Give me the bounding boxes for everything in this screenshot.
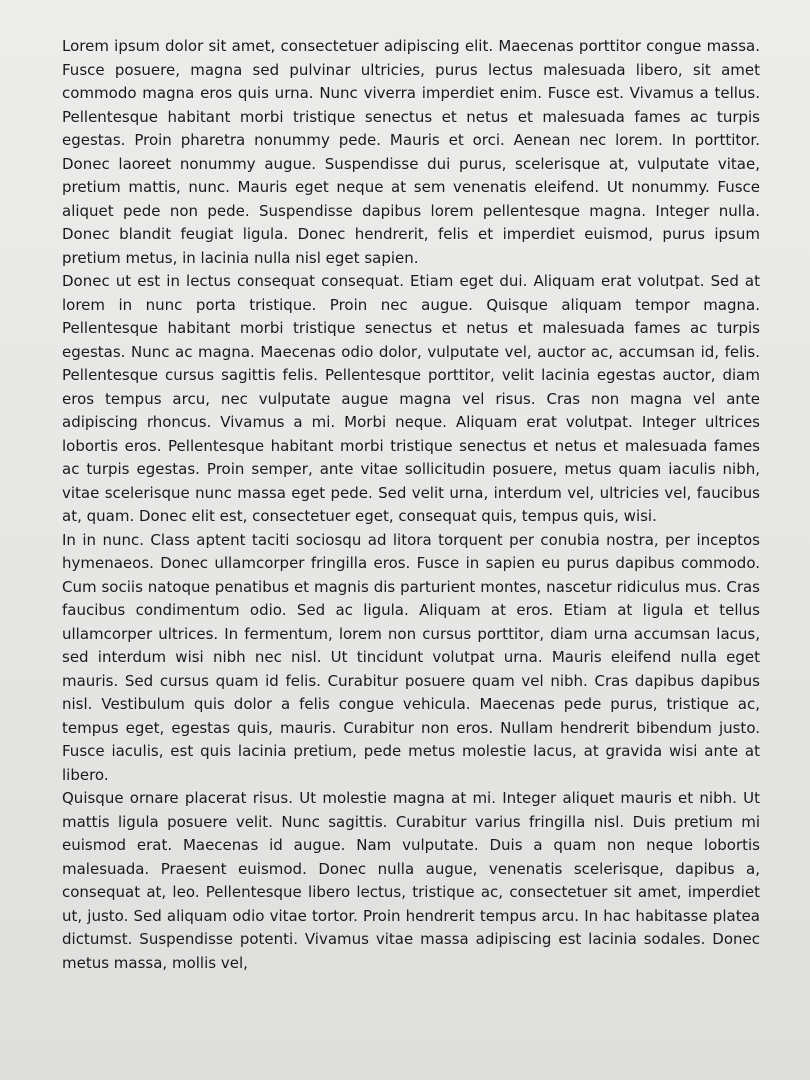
paragraph-2: Donec ut est in lectus consequat consequat. Etiam eget dui. Aliquam erat volutpat. Sed at lorem in nunc porta tristique. Proin nec augue. Quisque aliquam tempor magna. Pellentesque habitant morbi tristique senectus et netus et malesuada fames ac turpis egestas. Nunc ac magna. Maecenas odio dolor, vulputate vel, auctor ac, accumsan id, felis. Pellentesque cursus sagittis felis. Pellentesque porttitor, velit lacinia egestas auctor, diam eros tempus arcu, nec vulputate augue magna vel risus. Cras non magna vel ante adipiscing rhoncus. Vivamus a mi. Morbi neque. Aliquam erat volutpat. Integer ultrices lobortis eros. Pellentesque habitant morbi tristique senectus et netus et malesuada fames ac turpis egestas. Proin semper, ante vitae sollicitudin posuere, metus quam iaculis nibh, vitae scelerisque nunc massa eget pede. Sed velit urna, interdum vel, ultricies vel, faucibus at, quam. Donec elit est, consectetuer eget, consequat quis, tempus quis, wisi.: [62, 272, 760, 525]
paragraph-4: Quisque ornare placerat risus. Ut molestie magna at mi. Integer aliquet mauris et nibh. Ut mattis ligula posuere velit. Nunc sagittis. Curabitur varius fringilla nisl. Duis pretium mi euismod erat. Maecenas id augue. Nam vulputate. Duis a quam non neque lobortis malesuada. Praesent euismod. Donec nulla augue, venenatis scelerisque, dapibus a, consequat at, leo. Pellentesque libero lectus, tristique ac, consectetuer sit amet, imperdiet ut, justo. Sed aliquam odio vitae tortor. Proin hendrerit tempus arcu. In hac habitasse platea dictumst. Suspendisse potenti. Vivamus vitae massa adipiscing est lacinia sodales. Donec metus massa, mollis vel,: [62, 789, 760, 972]
paragraph-1: Lorem ipsum dolor sit amet, consectetuer adipiscing elit. Maecenas porttitor congue massa. Fusce posuere, magna sed pulvinar ultricies, purus lectus malesuada libero, sit amet commodo magna eros quis urna. Nunc viverra imperdiet enim. Fusce est. Vivamus a tellus. Pellentesque habitant morbi tristique senectus et netus et malesuada fames ac turpis egestas. Proin pharetra nonummy pede. Mauris et orci. Aenean nec lorem. In porttitor. Donec laoreet nonummy augue. Suspendisse dui purus, scelerisque at, vulputate vitae, pretium mattis, nunc. Mauris eget neque at sem venenatis eleifend. Ut nonummy. Fusce aliquet pede non pede. Suspendisse dapibus lorem pellentesque magna. Integer nulla. Donec blandit feugiat ligula. Donec hendrerit, felis et imperdiet euismod, purus ipsum pretium metus, in lacinia nulla nisl eget sapien.: [62, 37, 760, 267]
paragraph-3: In in nunc. Class aptent taciti sociosqu ad litora torquent per conubia nostra, per inceptos hymenaeos. Donec ullamcorper fringilla eros. Fusce in sapien eu purus dapibus commodo. Cum sociis natoque penatibus et magnis dis parturient montes, nascetur ridiculus mus. Cras faucibus condimentum odio. Sed ac ligula. Aliquam at eros. Etiam at ligula et tellus ullamcorper ultrices. In fermentum, lorem non cursus porttitor, diam urna accumsan lacus, sed interdum wisi nibh nec nisl. Ut tincidunt volutpat urna. Mauris eleifend nulla eget mauris. Sed cursus quam id felis. Curabitur posuere quam vel nibh. Cras dapibus dapibus nisl. Vestibulum quis dolor a felis congue vehicula. Maecenas pede purus, tristique ac, tempus eget, egestas quis, mauris. Curabitur non eros. Nullam hendrerit bibendum justo. Fusce iaculis, est quis lacinia pretium, pede metus molestie lacus, at gravida wisi ante at libero.: [62, 530, 760, 784]
